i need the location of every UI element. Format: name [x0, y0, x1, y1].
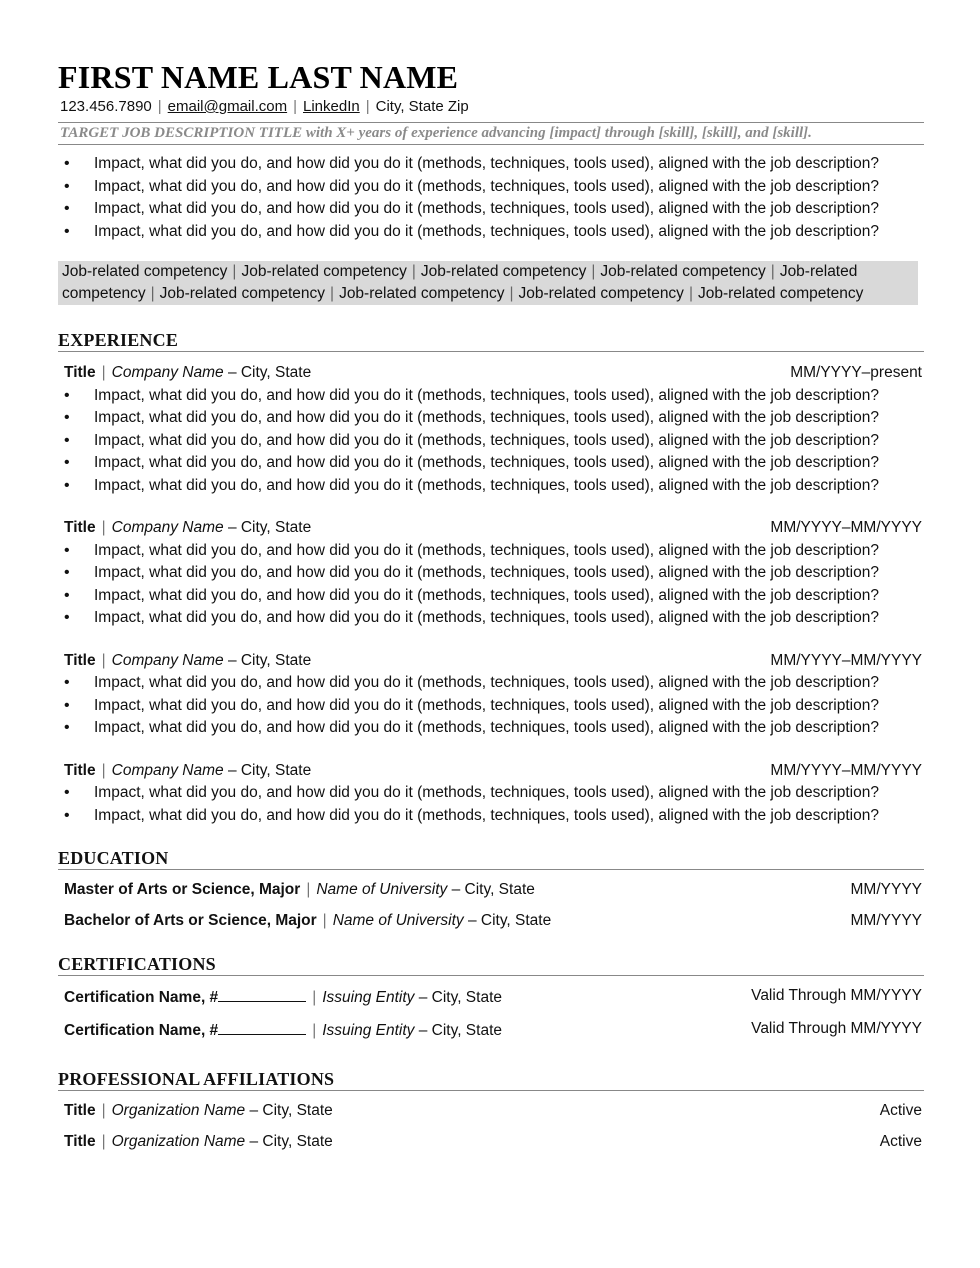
affiliation-row	[58, 1131, 924, 1153]
certification-row	[58, 1018, 924, 1042]
certification-row	[58, 985, 924, 1009]
issuer-location: – City, State	[418, 989, 502, 1006]
job-header	[58, 517, 924, 540]
education-heading: EDUCATION	[58, 847, 924, 870]
school-name: Name of University	[332, 912, 464, 929]
competency: Job-related	[779, 263, 858, 280]
competency: Job-related competency	[241, 263, 407, 280]
job-header	[58, 650, 924, 673]
list-item: • Impact, what did you do, and how did you do it (methods, techniques, tools used), aligned with the job description?	[58, 585, 924, 608]
separator: |	[101, 1102, 106, 1119]
separator: |	[101, 761, 106, 779]
separator: |	[312, 1022, 317, 1039]
competency: Job-related competency	[518, 285, 684, 302]
job-info	[64, 517, 311, 540]
job-info	[64, 362, 311, 385]
list-item: • Impact, what did you do, and how did you do it (methods, techniques, tools used), aligned with the job description?	[58, 385, 924, 408]
separator: |	[306, 881, 311, 898]
competency: Job-related competency	[339, 285, 505, 302]
job-title: Title	[64, 761, 96, 779]
phone-number: 123.456.7890	[60, 98, 152, 115]
affiliation-title: Title	[64, 1102, 96, 1119]
school-location: – City, State	[451, 881, 535, 898]
education-row	[58, 910, 924, 932]
resume-page	[58, 58, 924, 1153]
list-item: • Impact, what did you do, and how did you do it (methods, techniques, tools used), aligned with the job description?	[58, 153, 924, 176]
list-item: • Impact, what did you do, and how did you do it (methods, techniques, tools used), aligned with the job description?	[58, 540, 924, 563]
competency: competency	[62, 285, 146, 302]
certification-info	[64, 1018, 502, 1042]
company-name: Company Name	[111, 761, 224, 779]
issuer-location: – City, State	[418, 1022, 502, 1039]
job-entry	[58, 650, 924, 740]
job-entry	[58, 362, 924, 497]
job-bullets	[58, 540, 924, 630]
education-info	[64, 879, 535, 901]
company-name: Company Name	[111, 651, 224, 669]
certification-name: Certification Name, #	[64, 989, 219, 1006]
organization-name: Organization Name	[111, 1133, 246, 1150]
list-item: • Impact, what did you do, and how did you do it (methods, techniques, tools used), aligned with the job description?	[58, 221, 924, 244]
job-bullets	[58, 782, 924, 827]
competencies-line-1	[62, 261, 916, 283]
email-link[interactable]: email@gmail.com	[167, 98, 288, 115]
certifications-heading: CERTIFICATIONS	[58, 953, 924, 976]
job-dates: MM/YYYY–MM/YYYY	[770, 519, 922, 536]
job-info	[64, 760, 311, 783]
competency-separator: |	[591, 263, 596, 280]
job-bullets	[58, 385, 924, 498]
job-title: Title	[64, 364, 96, 381]
organization-name: Organization Name	[111, 1102, 246, 1119]
degree: Master of Arts or Science, Major	[64, 881, 301, 898]
competency-separator: |	[509, 285, 514, 302]
organization-location: – City, State	[249, 1133, 333, 1150]
degree: Bachelor of Arts or Science, Major	[64, 912, 317, 929]
separator: |	[101, 651, 106, 669]
contact-separator: |	[365, 98, 370, 115]
affiliation-row	[58, 1100, 924, 1122]
experience-heading: EXPERIENCE	[58, 329, 924, 352]
competency-separator: |	[411, 263, 416, 280]
certification-number-blank	[218, 1018, 306, 1035]
competency: Job-related competency	[159, 285, 326, 302]
linkedin-link[interactable]: LinkedIn	[303, 98, 360, 115]
location: City, State Zip	[375, 98, 469, 115]
list-item: • Impact, what did you do, and how did you do it (methods, techniques, tools used), aligned with the job description?	[58, 430, 924, 453]
job-location: – City, State	[227, 651, 312, 669]
certification-name: Certification Name, #	[64, 1022, 219, 1039]
target-job-title: TARGET JOB DESCRIPTION TITLE with X+ years of experience advancing [impact] through [skill], [skill], and [skill].	[58, 122, 924, 145]
certification-validity: Valid Through MM/YYYY	[751, 1020, 922, 1037]
competency-separator: |	[770, 263, 775, 280]
job-bullets	[58, 672, 924, 740]
school-location: – City, State	[467, 912, 552, 929]
list-item: • Impact, what did you do, and how did you do it (methods, techniques, tools used), aligned with the job description?	[58, 672, 924, 695]
contact-separator: |	[293, 98, 297, 115]
list-item: • Impact, what did you do, and how did you do it (methods, techniques, tools used), aligned with the job description?	[58, 782, 924, 805]
graduation-date: MM/YYYY	[850, 912, 922, 929]
competency-separator: |	[150, 285, 155, 302]
separator: |	[312, 989, 317, 1006]
certification-number-blank	[218, 985, 306, 1002]
affiliation-title: Title	[64, 1133, 96, 1150]
issuing-entity: Issuing Entity	[322, 1022, 415, 1039]
list-item: • Impact, what did you do, and how did you do it (methods, techniques, tools used), aligned with the job description?	[58, 805, 924, 828]
affiliations-heading: PROFESSIONAL AFFILIATIONS	[58, 1068, 924, 1091]
list-item: • Impact, what did you do, and how did you do it (methods, techniques, tools used), aligned with the job description?	[58, 198, 924, 221]
job-location: – City, State	[227, 364, 312, 381]
job-location: – City, State	[227, 519, 312, 536]
competency-separator: |	[330, 285, 335, 302]
affiliation-info	[64, 1100, 333, 1122]
competency: Job-related competency	[62, 263, 228, 280]
separator: |	[101, 364, 106, 381]
competency-separator: |	[688, 285, 693, 302]
list-item: • Impact, what did you do, and how did you do it (methods, techniques, tools used), aligned with the job description?	[58, 695, 924, 718]
competency: Job-related competency	[420, 263, 587, 280]
summary-list	[58, 153, 924, 243]
candidate-name: FIRST NAME LAST NAME	[58, 59, 459, 95]
affiliation-info	[64, 1131, 333, 1153]
list-item: • Impact, what did you do, and how did you do it (methods, techniques, tools used), aligned with the job description?	[58, 562, 924, 585]
competency: Job-related competency	[697, 285, 864, 302]
list-item: • Impact, what did you do, and how did you do it (methods, techniques, tools used), aligned with the job description?	[58, 407, 924, 430]
job-title: Title	[64, 519, 96, 536]
separator: |	[322, 912, 327, 929]
contact-line	[58, 96, 924, 118]
graduation-date: MM/YYYY	[850, 881, 922, 898]
affiliation-status: Active	[879, 1102, 922, 1119]
certification-info	[64, 985, 502, 1009]
education-info	[64, 910, 551, 932]
school-name: Name of University	[316, 881, 448, 898]
job-entry	[58, 517, 924, 630]
company-name: Company Name	[111, 364, 224, 381]
job-dates: MM/YYYY–present	[790, 364, 922, 381]
organization-location: – City, State	[249, 1102, 333, 1119]
job-dates: MM/YYYY–MM/YYYY	[770, 651, 922, 669]
competencies-block	[58, 261, 918, 305]
job-header	[58, 760, 924, 783]
job-entry	[58, 760, 924, 828]
list-item: • Impact, what did you do, and how did you do it (methods, techniques, tools used), aligned with the job description?	[58, 607, 924, 630]
competencies-line-2	[62, 283, 916, 305]
contact-separator: |	[157, 98, 162, 115]
company-name: Company Name	[111, 519, 224, 536]
list-item: • Impact, what did you do, and how did you do it (methods, techniques, tools used), aligned with the job description?	[58, 452, 924, 475]
competency-separator: |	[232, 263, 237, 280]
list-item: • Impact, what did you do, and how did you do it (methods, techniques, tools used), aligned with the job description?	[58, 475, 924, 498]
list-item: • Impact, what did you do, and how did you do it (methods, techniques, tools used), aligned with the job description?	[58, 717, 924, 740]
separator: |	[101, 1133, 106, 1150]
competency: Job-related competency	[600, 263, 766, 280]
separator: |	[101, 519, 106, 536]
certification-validity: Valid Through MM/YYYY	[751, 987, 922, 1004]
job-dates: MM/YYYY–MM/YYYY	[770, 761, 922, 779]
issuing-entity: Issuing Entity	[322, 989, 415, 1006]
affiliation-status: Active	[879, 1133, 922, 1150]
job-header	[58, 362, 924, 385]
job-location: – City, State	[227, 761, 312, 779]
job-title: Title	[64, 651, 96, 669]
list-item: • Impact, what did you do, and how did you do it (methods, techniques, tools used), aligned with the job description?	[58, 176, 924, 199]
education-row	[58, 879, 924, 901]
job-info	[64, 650, 311, 673]
